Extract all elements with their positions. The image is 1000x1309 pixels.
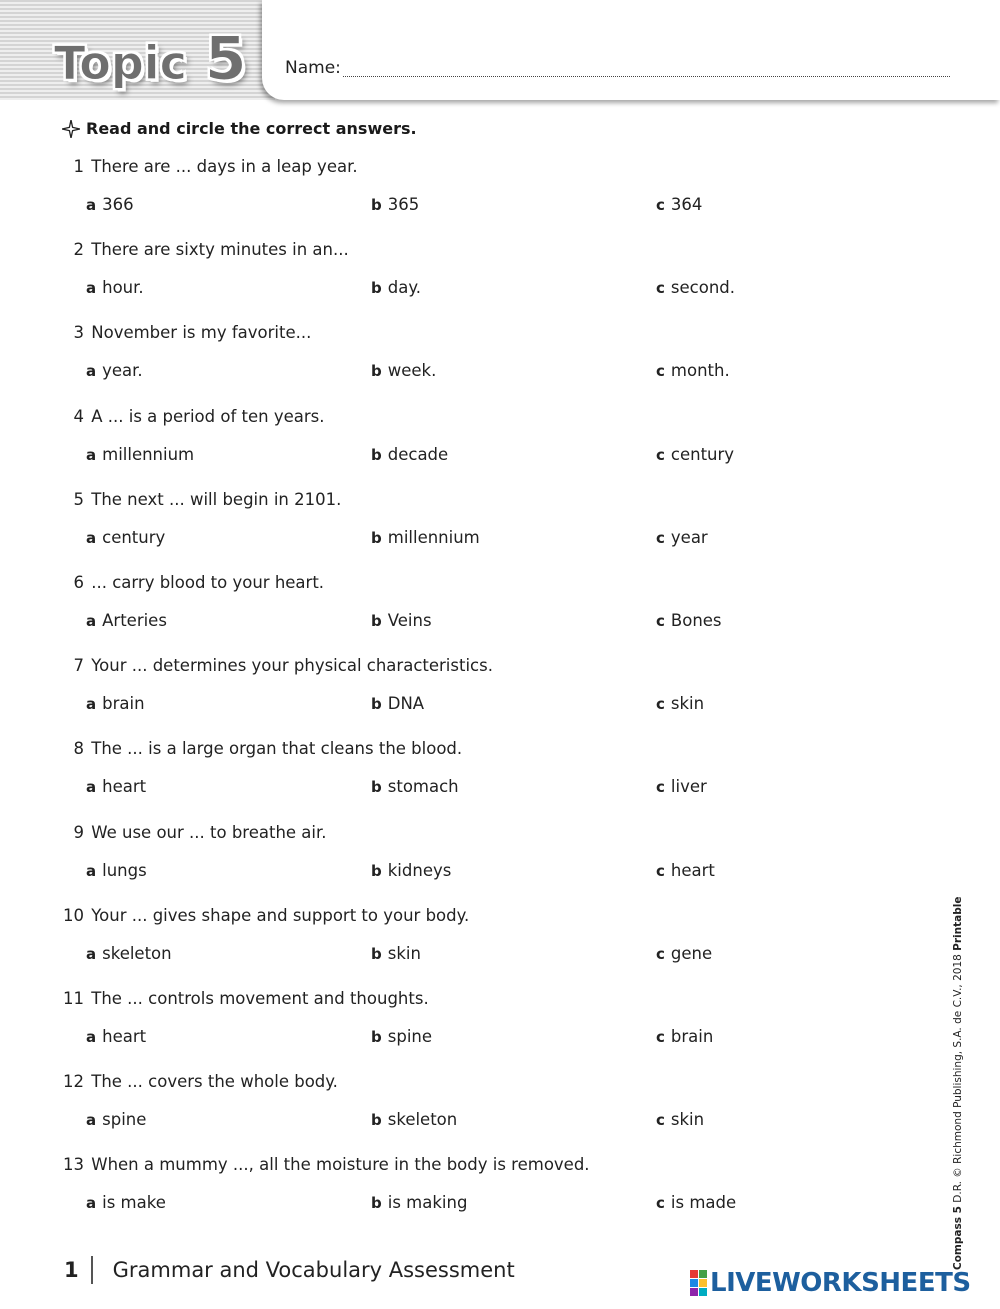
question-13-option-b[interactable] [371, 1193, 467, 1212]
option-text: is make [102, 1193, 166, 1213]
option-text: brain [670, 1027, 714, 1046]
question-text: Your ... determines your physical characteristics. [91, 656, 493, 676]
option-text: hour. [102, 278, 144, 298]
option-text: 366 [102, 195, 134, 214]
question-3-option-a[interactable] [86, 361, 143, 380]
question-text: We use our ... to breathe air. [91, 822, 327, 842]
option-text: skeleton [102, 943, 172, 963]
option-letter: a [86, 362, 97, 381]
option-text: heart [670, 860, 715, 880]
question-2-option-c[interactable] [656, 278, 735, 297]
option-text: millennium [102, 444, 195, 464]
option-text: is made [670, 1193, 737, 1213]
question-7-option-c[interactable] [656, 694, 704, 713]
option-letter: c [656, 196, 665, 214]
option-text: heart [102, 777, 147, 797]
option-text: 365 [387, 195, 420, 214]
option-letter: b [371, 1194, 382, 1213]
option-text: kidneys [387, 860, 452, 880]
option-letter: a [86, 695, 97, 714]
option-letter: c [656, 944, 665, 963]
option-letter: b [371, 1028, 382, 1046]
option-text: day. [387, 278, 421, 298]
copyright-series: Compass 5 [952, 1206, 964, 1270]
topic-title [54, 24, 247, 94]
question-8-option-a[interactable] [86, 777, 146, 796]
option-letter: c [656, 445, 665, 464]
option-text: century [102, 527, 166, 547]
question-8-option-b[interactable] [371, 777, 459, 796]
option-letter: b [371, 362, 382, 381]
instruction [62, 119, 417, 138]
option-text: skin [670, 694, 705, 714]
question-number: 13 [63, 1155, 84, 1175]
question-number: 8 [73, 739, 84, 759]
question-text: The ... covers the whole body. [91, 1072, 338, 1092]
option-text: skin [387, 943, 421, 963]
option-letter: a [86, 528, 97, 547]
question-1-option-a[interactable] [86, 195, 134, 214]
option-text: lungs [102, 860, 147, 880]
option-text: millennium [387, 527, 480, 547]
question-text: There are ... days in a leap year. [91, 157, 358, 176]
option-letter: b [371, 196, 382, 214]
question-number: 4 [73, 406, 84, 426]
option-letter: a [86, 612, 97, 630]
question-number: 6 [73, 573, 84, 592]
option-text: week. [387, 361, 437, 381]
star-sparkle-icon [62, 120, 80, 138]
question-9-stem [60, 823, 327, 842]
option-letter: c [656, 528, 665, 547]
footer-title: Grammar and Vocabulary Assessment [112, 1258, 515, 1282]
question-12-option-c[interactable] [656, 1110, 704, 1129]
option-letter: a [86, 1194, 97, 1213]
question-7-stem [60, 656, 493, 675]
question-1-stem [60, 157, 358, 176]
question-text: The ... is a large organ that cleans the blood. [91, 739, 463, 759]
question-11-stem [60, 989, 429, 1008]
question-5-option-a[interactable] [86, 528, 165, 547]
question-number: 11 [63, 989, 84, 1008]
logo-block [690, 1279, 698, 1287]
question-3-stem [60, 323, 311, 342]
option-letter: c [656, 1194, 665, 1213]
liveworksheets-logo[interactable] [690, 1268, 971, 1298]
question-2-option-a[interactable] [86, 278, 144, 297]
option-letter: c [656, 778, 665, 797]
logo-block [690, 1288, 698, 1296]
option-letter: a [86, 778, 97, 797]
option-text: decade [387, 444, 449, 464]
question-8-stem [60, 739, 462, 758]
option-text: heart [102, 1027, 147, 1046]
option-text: Bones [670, 611, 722, 630]
logo-block [699, 1288, 707, 1296]
question-7-option-a[interactable] [86, 694, 145, 713]
question-3-option-b[interactable] [371, 361, 436, 380]
question-10-option-c[interactable] [656, 944, 712, 963]
option-text: spine [102, 1110, 147, 1130]
name-label: Name: [285, 58, 341, 78]
side-copyright [952, 890, 964, 1270]
option-letter: b [371, 1111, 382, 1130]
question-12-option-a[interactable] [86, 1110, 146, 1129]
question-10-option-b[interactable] [371, 944, 421, 963]
option-text: month. [670, 361, 730, 381]
question-10-stem [60, 906, 469, 925]
question-text: November is my favorite... [91, 323, 312, 343]
question-8-option-c[interactable] [656, 777, 707, 796]
option-text: 364 [670, 195, 703, 214]
question-text: The ... controls movement and thoughts. [91, 989, 429, 1008]
option-text: liver [670, 777, 707, 797]
question-3-option-c[interactable] [656, 361, 730, 380]
question-text: ... carry blood to your heart. [91, 573, 325, 592]
copyright-tag: Printable [952, 896, 964, 951]
option-letter: c [656, 612, 665, 630]
footer [64, 1256, 515, 1284]
question-number: 3 [73, 323, 84, 343]
question-5-option-c[interactable] [656, 528, 708, 547]
question-number: 12 [63, 1072, 84, 1092]
question-13-stem [60, 1155, 590, 1174]
question-4-option-a[interactable] [86, 445, 194, 464]
logo-text: LIVEWORKSHEETS [710, 1268, 971, 1298]
question-11-option-b[interactable] [371, 1027, 432, 1046]
question-number: 1 [73, 157, 84, 176]
question-12-option-b[interactable] [371, 1110, 457, 1129]
question-1-option-c[interactable] [656, 195, 702, 214]
option-text: brain [102, 694, 145, 714]
question-1-option-b[interactable] [371, 195, 419, 214]
option-letter: a [86, 279, 97, 298]
question-text: There are sixty minutes in an... [91, 240, 349, 260]
question-6-option-a[interactable] [86, 611, 167, 630]
question-4-option-b[interactable] [371, 445, 448, 464]
question-9-option-b[interactable] [371, 861, 451, 880]
question-number: 2 [73, 240, 84, 260]
name-input-line[interactable] [343, 76, 950, 77]
option-text: second. [670, 278, 735, 298]
logo-block [699, 1270, 707, 1278]
question-13-option-a[interactable] [86, 1193, 166, 1212]
question-12-stem [60, 1072, 338, 1091]
question-4-stem [60, 407, 324, 426]
question-number: 9 [73, 822, 84, 842]
option-text: year. [102, 361, 143, 381]
question-13-option-c[interactable] [656, 1193, 736, 1212]
option-letter: c [656, 861, 665, 880]
question-number: 10 [63, 905, 84, 925]
question-2-stem [60, 240, 349, 259]
option-text: Arteries [102, 611, 167, 630]
option-text: spine [387, 1027, 433, 1046]
question-number: 5 [73, 489, 84, 509]
option-letter: b [371, 695, 382, 714]
copyright-text: D.R. © Richmond Publishing, S.A. de C.V., 2018 [952, 954, 964, 1203]
option-text: skeleton [387, 1110, 458, 1130]
question-7-option-b[interactable] [371, 694, 424, 713]
option-letter: a [86, 445, 97, 464]
option-letter: c [656, 1028, 665, 1046]
option-letter: c [656, 1111, 665, 1130]
page-number: 1 [64, 1258, 79, 1282]
option-letter: b [371, 861, 382, 880]
question-11-option-c[interactable] [656, 1027, 713, 1046]
option-text: is making [387, 1193, 468, 1213]
question-2-option-b[interactable] [371, 278, 421, 297]
option-letter: a [86, 196, 97, 214]
question-4-option-c[interactable] [656, 445, 734, 464]
question-6-option-b[interactable] [371, 611, 432, 630]
question-11-option-a[interactable] [86, 1027, 146, 1046]
question-9-option-a[interactable] [86, 861, 147, 880]
option-text: Veins [387, 611, 432, 630]
question-text: Your ... gives shape and support to your body. [91, 905, 470, 925]
option-letter: b [371, 612, 382, 630]
question-text: The next ... will begin in 2101. [91, 489, 342, 509]
topic-word: Topic [54, 36, 187, 90]
option-text: year [670, 527, 708, 547]
topic-number: 5 [204, 24, 247, 94]
option-text: skin [670, 1110, 705, 1130]
logo-blocks-icon [690, 1270, 707, 1296]
option-letter: b [371, 528, 382, 547]
option-text: century [670, 444, 735, 464]
option-text: stomach [387, 777, 459, 797]
question-5-option-b[interactable] [371, 528, 480, 547]
option-letter: a [86, 861, 97, 880]
option-letter: a [86, 1028, 97, 1046]
question-5-stem [60, 490, 341, 509]
option-letter: a [86, 944, 97, 963]
question-text: A ... is a period of ten years. [91, 406, 325, 426]
question-9-option-c[interactable] [656, 861, 715, 880]
question-10-option-a[interactable] [86, 944, 172, 963]
option-text: DNA [387, 694, 425, 714]
option-letter: b [371, 445, 382, 464]
option-text: gene [670, 943, 713, 963]
option-letter: c [656, 362, 665, 381]
option-letter: b [371, 944, 382, 963]
logo-block [699, 1279, 707, 1287]
logo-block [690, 1270, 698, 1278]
footer-divider [91, 1256, 93, 1284]
question-6-option-c[interactable] [656, 611, 722, 630]
option-letter: b [371, 279, 382, 298]
option-letter: c [656, 279, 665, 298]
question-number: 7 [73, 656, 84, 676]
name-panel [262, 0, 1000, 100]
option-letter: b [371, 778, 382, 797]
instruction-text: Read and circle the correct answers. [86, 119, 417, 138]
question-text: When a mummy ..., all the moisture in the body is removed. [91, 1155, 590, 1175]
option-letter: a [86, 1111, 97, 1130]
option-letter: c [656, 695, 665, 714]
question-6-stem [60, 573, 324, 592]
